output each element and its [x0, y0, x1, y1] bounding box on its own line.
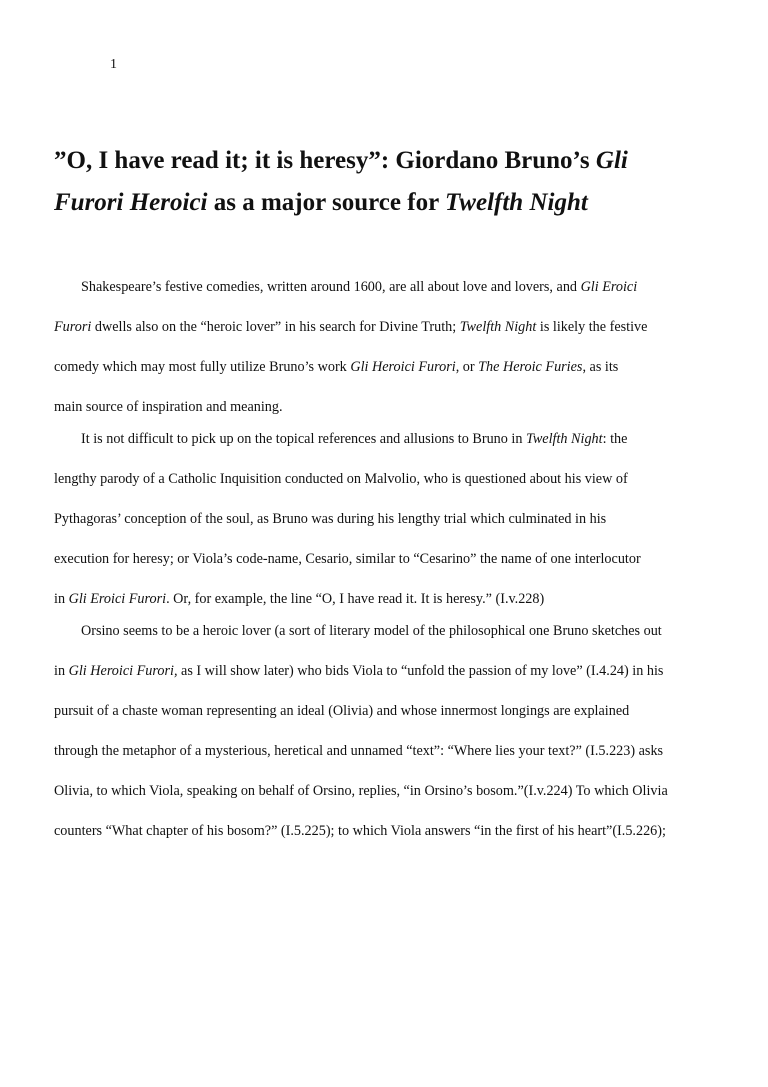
title-text: as a major source for	[207, 189, 445, 216]
text-line	[54, 358, 754, 398]
text-line	[54, 702, 754, 742]
italic-text: Twelfth Night	[525, 431, 603, 447]
italic-text: Gli Heroici Furori	[350, 359, 456, 375]
text-line	[54, 662, 754, 702]
title-italic-text: Furori Heroici	[54, 189, 208, 216]
text-line	[54, 742, 754, 782]
title-line-2	[54, 182, 744, 224]
text-run: comedy which may most fully utilize Bruno’s work	[54, 359, 351, 375]
title-text: ”O, I have read it; it is heresy”: Giordano Bruno’s	[54, 147, 596, 174]
italic-text: Furori	[54, 319, 92, 335]
text-line	[54, 430, 754, 470]
italic-text: Gli Eroici Furori	[68, 591, 167, 607]
text-run: in	[54, 591, 69, 607]
text-run: main source of inspiration and meaning.	[54, 399, 283, 415]
paragraph	[54, 622, 754, 862]
title-italic-text: Gli	[595, 147, 628, 174]
text-line	[54, 782, 754, 822]
text-run: It is not difficult to pick up on the topical references and allusions to Bruno in	[81, 431, 526, 447]
text-run: through the metaphor of a mysterious, heretical and unnamed “text”: “Where lies your text?” (I.5.223) asks	[54, 743, 664, 759]
text-run: , as its	[582, 359, 619, 375]
italic-text: The Heroic Furies	[478, 359, 583, 375]
text-line	[54, 822, 754, 862]
text-run: lengthy parody of a Catholic Inquisition conducted on Malvolio, who is questioned about his view of	[54, 471, 628, 487]
text-run: Orsino seems to be a heroic lover (a sort of literary model of the philosophical one Bruno sketches out	[81, 623, 662, 639]
text-line	[54, 622, 754, 662]
text-run: . Or, for example, the line “O, I have read it. It is heresy.” (I.v.228)	[166, 591, 545, 607]
title-line-1	[54, 140, 744, 182]
page-number: 1	[110, 57, 117, 72]
text-line	[54, 398, 754, 430]
text-run: Olivia, to which Viola, speaking on behalf of Orsino, replies, “in Orsino’s bosom.”(I.v.224) To which Olivia	[54, 783, 668, 799]
paragraph	[54, 430, 754, 622]
text-line	[54, 318, 754, 358]
italic-text: Gli Heroici Furori,	[68, 663, 178, 679]
document-title	[54, 140, 744, 224]
text-run: as I will show later) who bids Viola to “unfold the passion of my love” (I.4.24) in his	[177, 663, 664, 679]
text-run: : the	[602, 431, 628, 447]
text-line	[54, 590, 754, 622]
text-run: is likely the festive	[536, 319, 648, 335]
text-line	[54, 510, 754, 550]
text-run: in	[54, 663, 69, 679]
italic-text: Gli Eroici	[580, 279, 638, 295]
text-run: dwells also on the “heroic lover” in his search for Divine Truth;	[91, 319, 460, 335]
paragraph	[54, 278, 754, 430]
text-line	[54, 470, 754, 510]
body-text	[54, 278, 754, 862]
text-run: Pythagoras’ conception of the soul, as Bruno was during his lengthy trial which culminated in his	[54, 511, 607, 527]
italic-text: Twelfth Night	[459, 319, 537, 335]
text-line	[54, 278, 754, 318]
text-run: pursuit of a chaste woman representing an ideal (Olivia) and whose innermost longings are explained	[54, 703, 630, 719]
text-run: execution for heresy; or Viola’s code-name, Cesario, similar to “Cesarino” the name of one interlocutor	[54, 551, 641, 567]
text-run: counters “What chapter of his bosom?” (I.5.225); to which Viola answers “in the first of his heart”(I.5.226);	[54, 823, 666, 839]
text-line	[54, 550, 754, 590]
text-run: , or	[455, 359, 479, 375]
text-run: Shakespeare’s festive comedies, written around 1600, are all about love and lovers, and	[81, 279, 581, 295]
title-italic-text: Twelfth Night	[444, 189, 588, 216]
